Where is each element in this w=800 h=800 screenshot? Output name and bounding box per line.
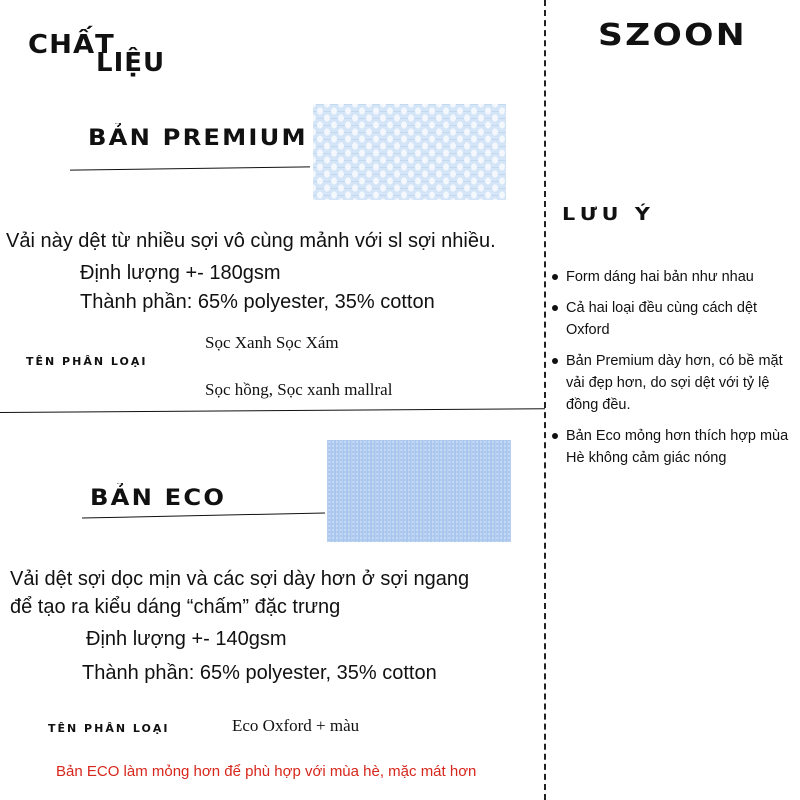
eco-section-title: BẢN ECO: [90, 486, 227, 511]
premium-section-title: BẢN PREMIUM: [88, 126, 308, 151]
note-item: Form dáng hai bản như nhau: [552, 266, 798, 288]
notes-list: [552, 266, 798, 478]
premium-composition: Thành phần: 65% polyester, 35% cotton: [80, 291, 435, 313]
note-item: Bản Eco mỏng hơn thích hợp mùa Hè không cảm giác nóng: [552, 425, 798, 469]
note-item: Cả hai loại đều cùng cách dệt Oxford: [552, 297, 798, 341]
premium-fabric-swatch-image: [313, 104, 506, 200]
page-title-line2: LIỆU: [96, 48, 166, 78]
premium-variant-item: Sọc Xanh Sọc Xám: [205, 333, 339, 352]
premium-variant-item: Sọc hồng, Sọc xanh mallral: [205, 380, 393, 399]
premium-description: Vải này dệt từ nhiều sợi vô cùng mảnh với sl sợi nhiều.: [6, 230, 496, 252]
premium-weight: Định lượng +- 180gsm: [80, 262, 281, 284]
premium-variant-label: TÊN PHÂN LOẠI: [26, 355, 148, 368]
eco-fabric-swatch-image: [327, 440, 511, 542]
eco-composition: Thành phần: 65% polyester, 35% cotton: [82, 662, 437, 684]
notes-title: LƯU Ý: [562, 204, 655, 225]
vertical-dashed-divider: [544, 0, 546, 800]
premium-title-underline: [70, 166, 310, 170]
page-title-line1: CHẤT: [28, 30, 115, 60]
eco-note: Bản ECO làm mỏng hơn để phù hợp với mùa hè, mặc mát hơn: [56, 763, 477, 780]
eco-variant-label: TÊN PHÂN LOẠI: [48, 722, 170, 735]
eco-weight: Định lượng +- 140gsm: [86, 628, 287, 650]
eco-title-underline: [82, 512, 325, 518]
eco-description-line1: Vải dệt sợi dọc mịn và các sợi dày hơn ở sợi ngang: [10, 568, 470, 590]
eco-description-line2: để tạo ra kiểu dáng “chấm” đặc trưng: [10, 596, 341, 618]
note-item: Bản Premium dày hơn, có bề mặt vải đẹp hơn, do sợi dệt với tỷ lệ đồng đều.: [552, 350, 798, 416]
section-divider: [0, 408, 545, 413]
brand-logo-text: SZOON: [598, 18, 747, 53]
eco-variant-item: Eco Oxford + màu: [232, 716, 360, 735]
